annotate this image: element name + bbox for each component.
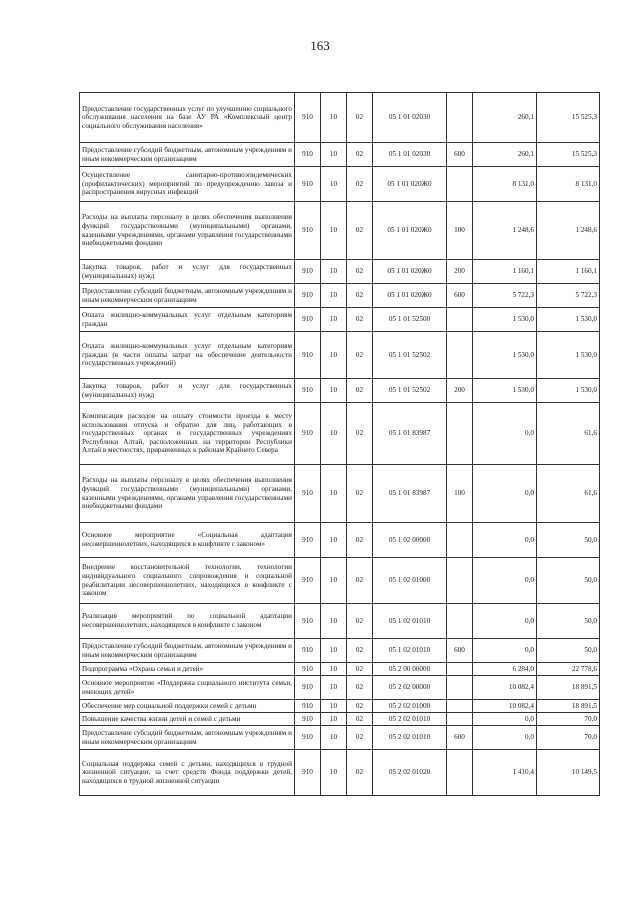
section-code: 10: [321, 604, 347, 639]
ministry-code: 910: [295, 260, 321, 284]
ministry-code: 910: [295, 332, 321, 379]
ministry-code: 910: [295, 143, 321, 167]
ministry-code: 910: [295, 465, 321, 523]
amount-1: 8 131,0: [473, 167, 537, 202]
amount-1: 0,0: [473, 403, 537, 465]
ministry-code: 910: [295, 713, 321, 726]
amount-2: 8 131,0: [537, 167, 600, 202]
subsection-code: 02: [347, 284, 373, 308]
section-code: 10: [321, 403, 347, 465]
target-article: 05 2 02 01010: [373, 726, 447, 750]
amount-2: 70,0: [537, 726, 600, 750]
row-name: Компенсация расходов на оплату стоимости проезда к месту использования отпуска и обратно для лиц, работающих в государственных органах и государственных учреждениях Республики Алтай, расположенных на территории Республики Алтай в местностях, приравненных к районам Крайнего Севера: [80, 403, 295, 465]
subsection-code: 02: [347, 379, 373, 403]
table-body: [80, 93, 600, 796]
amount-1: 0,0: [473, 639, 537, 663]
section-code: 10: [321, 93, 347, 143]
amount-1: 1 530,0: [473, 379, 537, 403]
target-article: 05 1 01 52502: [373, 379, 447, 403]
amount-1: 260,1: [473, 93, 537, 143]
row-name: Расходы на выплаты персоналу в целях обеспечения выполнения функций государственными (муниципальными) органами, казенными учреждениями, органами управления государственными внебюджетными фондами: [80, 465, 295, 523]
target-article: 05 1 01 52500: [373, 308, 447, 332]
amount-2: 18 891,5: [537, 700, 600, 713]
amount-1: 0,0: [473, 604, 537, 639]
row-name: Предоставление субсидий бюджетным, автономным учреждениям и иным некоммерческим организациям: [80, 143, 295, 167]
row-name: Социальная поддержка семей с детьми, находящихся в трудной жизненной ситуации, за счет средств Фонда поддержки детей, находящихся в трудной жизненной ситуации: [80, 750, 295, 796]
row-name: Предоставление субсидий бюджетным, автономным учреждениям и иным некоммерческим организациям: [80, 639, 295, 663]
ministry-code: 910: [295, 93, 321, 143]
row-name: Оплата жилищно-коммунальных услуг отдельным категориям граждан (в части оплаты затрат на обеспечение деятельности государственных учреждений): [80, 332, 295, 379]
subsection-code: 02: [347, 713, 373, 726]
section-code: 10: [321, 143, 347, 167]
expense-type: [447, 676, 473, 700]
section-code: 10: [321, 663, 347, 676]
row-name: Подпрограмма «Охрана семьи и детей»: [80, 663, 295, 676]
ministry-code: 910: [295, 558, 321, 604]
amount-2: 15 525,3: [537, 93, 600, 143]
ministry-code: 910: [295, 308, 321, 332]
expense-type: 600: [447, 639, 473, 663]
amount-1: 0,0: [473, 558, 537, 604]
table-row: [80, 379, 600, 403]
table-row: [80, 308, 600, 332]
table-row: [80, 713, 600, 726]
target-article: 05 1 01 02030: [373, 93, 447, 143]
expense-type: 200: [447, 260, 473, 284]
amount-1: 0,0: [473, 465, 537, 523]
row-name: Реализация мероприятий по социальной адаптации несовершеннолетних, находящихся в конфликте с законом: [80, 604, 295, 639]
expense-type: 100: [447, 465, 473, 523]
ministry-code: 910: [295, 639, 321, 663]
expense-type: 100: [447, 202, 473, 260]
expense-type: [447, 523, 473, 558]
table-row: [80, 639, 600, 663]
table-row: [80, 93, 600, 143]
section-code: 10: [321, 308, 347, 332]
amount-2: 15 525,3: [537, 143, 600, 167]
amount-2: 22 778,6: [537, 663, 600, 676]
ministry-code: 910: [295, 379, 321, 403]
table-row: [80, 260, 600, 284]
ministry-code: 910: [295, 523, 321, 558]
subsection-code: 02: [347, 308, 373, 332]
table-row: [80, 558, 600, 604]
target-article: 05 2 02 01010: [373, 713, 447, 726]
amount-2: 1 248,6: [537, 202, 600, 260]
amount-1: 10 082,4: [473, 676, 537, 700]
subsection-code: 02: [347, 332, 373, 379]
subsection-code: 02: [347, 700, 373, 713]
table-row: [80, 523, 600, 558]
expense-type: 600: [447, 284, 473, 308]
row-name: Закупка товаров, работ и услуг для государственных (муниципальных) нужд: [80, 260, 295, 284]
section-code: 10: [321, 332, 347, 379]
section-code: 10: [321, 639, 347, 663]
amount-2: 1 530,0: [537, 332, 600, 379]
amount-1: 5 722,3: [473, 284, 537, 308]
table-row: [80, 465, 600, 523]
table-row: [80, 403, 600, 465]
amount-2: 18 891,5: [537, 676, 600, 700]
ministry-code: 910: [295, 403, 321, 465]
table-row: [80, 726, 600, 750]
subsection-code: 02: [347, 167, 373, 202]
target-article: 05 1 01 020Ж0: [373, 284, 447, 308]
ministry-code: 910: [295, 663, 321, 676]
section-code: 10: [321, 676, 347, 700]
row-name: Закупка товаров, работ и услуг для государственных (муниципальных) нужд: [80, 379, 295, 403]
amount-2: 5 722,3: [537, 284, 600, 308]
expense-type: 600: [447, 726, 473, 750]
section-code: 10: [321, 167, 347, 202]
section-code: 10: [321, 260, 347, 284]
row-name: Основное мероприятие «Поддержка социального института семьи, имеющих детей»: [80, 676, 295, 700]
amount-2: 61,6: [537, 465, 600, 523]
amount-1: 260,1: [473, 143, 537, 167]
row-name: Предоставление государственных услуг по улучшению социального обслуживания населения на базе АУ РА «Комплексный центр социального обслуживания населения»: [80, 93, 295, 143]
expense-type: [447, 750, 473, 796]
expense-type: [447, 167, 473, 202]
amount-2: 61,6: [537, 403, 600, 465]
table-row: [80, 663, 600, 676]
amount-1: 10 082,4: [473, 700, 537, 713]
amount-2: 50,0: [537, 604, 600, 639]
row-name: Обеспечение мер социальной поддержки семей с детьми: [80, 700, 295, 713]
subsection-code: 02: [347, 260, 373, 284]
amount-2: 1 530,0: [537, 379, 600, 403]
ministry-code: 910: [295, 284, 321, 308]
table-row: [80, 700, 600, 713]
ministry-code: 910: [295, 700, 321, 713]
section-code: 10: [321, 202, 347, 260]
target-article: 05 2 02 01000: [373, 700, 447, 713]
section-code: 10: [321, 465, 347, 523]
subsection-code: 02: [347, 750, 373, 796]
row-name: Осуществление санитарно-противоэпидемических (профилактических) мероприятий по предупреждению завоза и распространения вирусных инфекций: [80, 167, 295, 202]
subsection-code: 02: [347, 403, 373, 465]
amount-2: 1 160,1: [537, 260, 600, 284]
target-article: 05 2 02 01020: [373, 750, 447, 796]
subsection-code: 02: [347, 726, 373, 750]
subsection-code: 02: [347, 558, 373, 604]
row-name: Предоставление субсидий бюджетным, автономным учреждениям и иным некоммерческим организациям: [80, 726, 295, 750]
ministry-code: 910: [295, 604, 321, 639]
subsection-code: 02: [347, 202, 373, 260]
target-article: 05 1 01 020Ж0: [373, 167, 447, 202]
section-code: 10: [321, 726, 347, 750]
section-code: 10: [321, 713, 347, 726]
expense-type: 200: [447, 379, 473, 403]
table-row: [80, 750, 600, 796]
amount-1: 1 530,0: [473, 308, 537, 332]
target-article: 05 2 02 00000: [373, 676, 447, 700]
amount-1: 0,0: [473, 523, 537, 558]
row-name: Основное мероприятие «Социальная адаптация несовершеннолетних, находящихся в конфликте с законом»: [80, 523, 295, 558]
amount-2: 50,0: [537, 558, 600, 604]
target-article: 05 1 02 00000: [373, 523, 447, 558]
row-name: Оплата жилищно-коммунальных услуг отдельным категориям граждан: [80, 308, 295, 332]
subsection-code: 02: [347, 143, 373, 167]
row-name: Повышение качества жизни детей и семей с детьми: [80, 713, 295, 726]
amount-2: 70,0: [537, 713, 600, 726]
ministry-code: 910: [295, 676, 321, 700]
subsection-code: 02: [347, 604, 373, 639]
section-code: 10: [321, 750, 347, 796]
table-row: [80, 604, 600, 639]
budget-table: [79, 92, 600, 796]
subsection-code: 02: [347, 663, 373, 676]
expense-type: [447, 700, 473, 713]
target-article: 05 1 02 01010: [373, 639, 447, 663]
amount-2: 50,0: [537, 523, 600, 558]
amount-2: 50,0: [537, 639, 600, 663]
ministry-code: 910: [295, 167, 321, 202]
section-code: 10: [321, 558, 347, 604]
row-name: Расходы на выплаты персоналу в целях обеспечения выполнения функций государственными (муниципальными) органами, казенными учреждениями, органами управления государственными внебюджетными фондами: [80, 202, 295, 260]
amount-1: 6 284,0: [473, 663, 537, 676]
section-code: 10: [321, 700, 347, 713]
target-article: 05 1 01 020Ж0: [373, 202, 447, 260]
ministry-code: 910: [295, 726, 321, 750]
table-row: [80, 143, 600, 167]
expense-type: [447, 332, 473, 379]
target-article: 05 2 00 00000: [373, 663, 447, 676]
row-name: Предоставление субсидий бюджетным, автономным учреждениям и иным некоммерческим организациям: [80, 284, 295, 308]
amount-1: 1 530,0: [473, 332, 537, 379]
table-row: [80, 676, 600, 700]
table-row: [80, 202, 600, 260]
amount-1: 1 248,6: [473, 202, 537, 260]
expense-type: [447, 713, 473, 726]
target-article: 05 1 01 83987: [373, 465, 447, 523]
amount-2: 1 530,0: [537, 308, 600, 332]
section-code: 10: [321, 379, 347, 403]
expense-type: 600: [447, 143, 473, 167]
expense-type: [447, 93, 473, 143]
target-article: 05 1 01 020Ж0: [373, 260, 447, 284]
target-article: 05 1 01 02030: [373, 143, 447, 167]
section-code: 10: [321, 284, 347, 308]
ministry-code: 910: [295, 750, 321, 796]
table-row: [80, 284, 600, 308]
target-article: 05 1 01 83987: [373, 403, 447, 465]
amount-1: 0,0: [473, 713, 537, 726]
expense-type: [447, 308, 473, 332]
row-name: Внедрение восстановительной технологии, технологии индивидуального социального сопровождения и социальной реабилитации несовершеннолетних, находящихся в конфликте с законом: [80, 558, 295, 604]
amount-1: 1 160,1: [473, 260, 537, 284]
subsection-code: 02: [347, 93, 373, 143]
target-article: 05 1 01 52502: [373, 332, 447, 379]
amount-2: 10 149,5: [537, 750, 600, 796]
expense-type: [447, 663, 473, 676]
amount-1: 0,0: [473, 726, 537, 750]
expense-type: [447, 558, 473, 604]
target-article: 05 1 02 01010: [373, 604, 447, 639]
subsection-code: 02: [347, 465, 373, 523]
section-code: 10: [321, 523, 347, 558]
subsection-code: 02: [347, 523, 373, 558]
expense-type: [447, 403, 473, 465]
expense-type: [447, 604, 473, 639]
table-row: [80, 167, 600, 202]
amount-1: 1 410,4: [473, 750, 537, 796]
subsection-code: 02: [347, 676, 373, 700]
page-number: 163: [310, 38, 330, 53]
ministry-code: 910: [295, 202, 321, 260]
table-row: [80, 332, 600, 379]
target-article: 05 1 02 01000: [373, 558, 447, 604]
subsection-code: 02: [347, 639, 373, 663]
